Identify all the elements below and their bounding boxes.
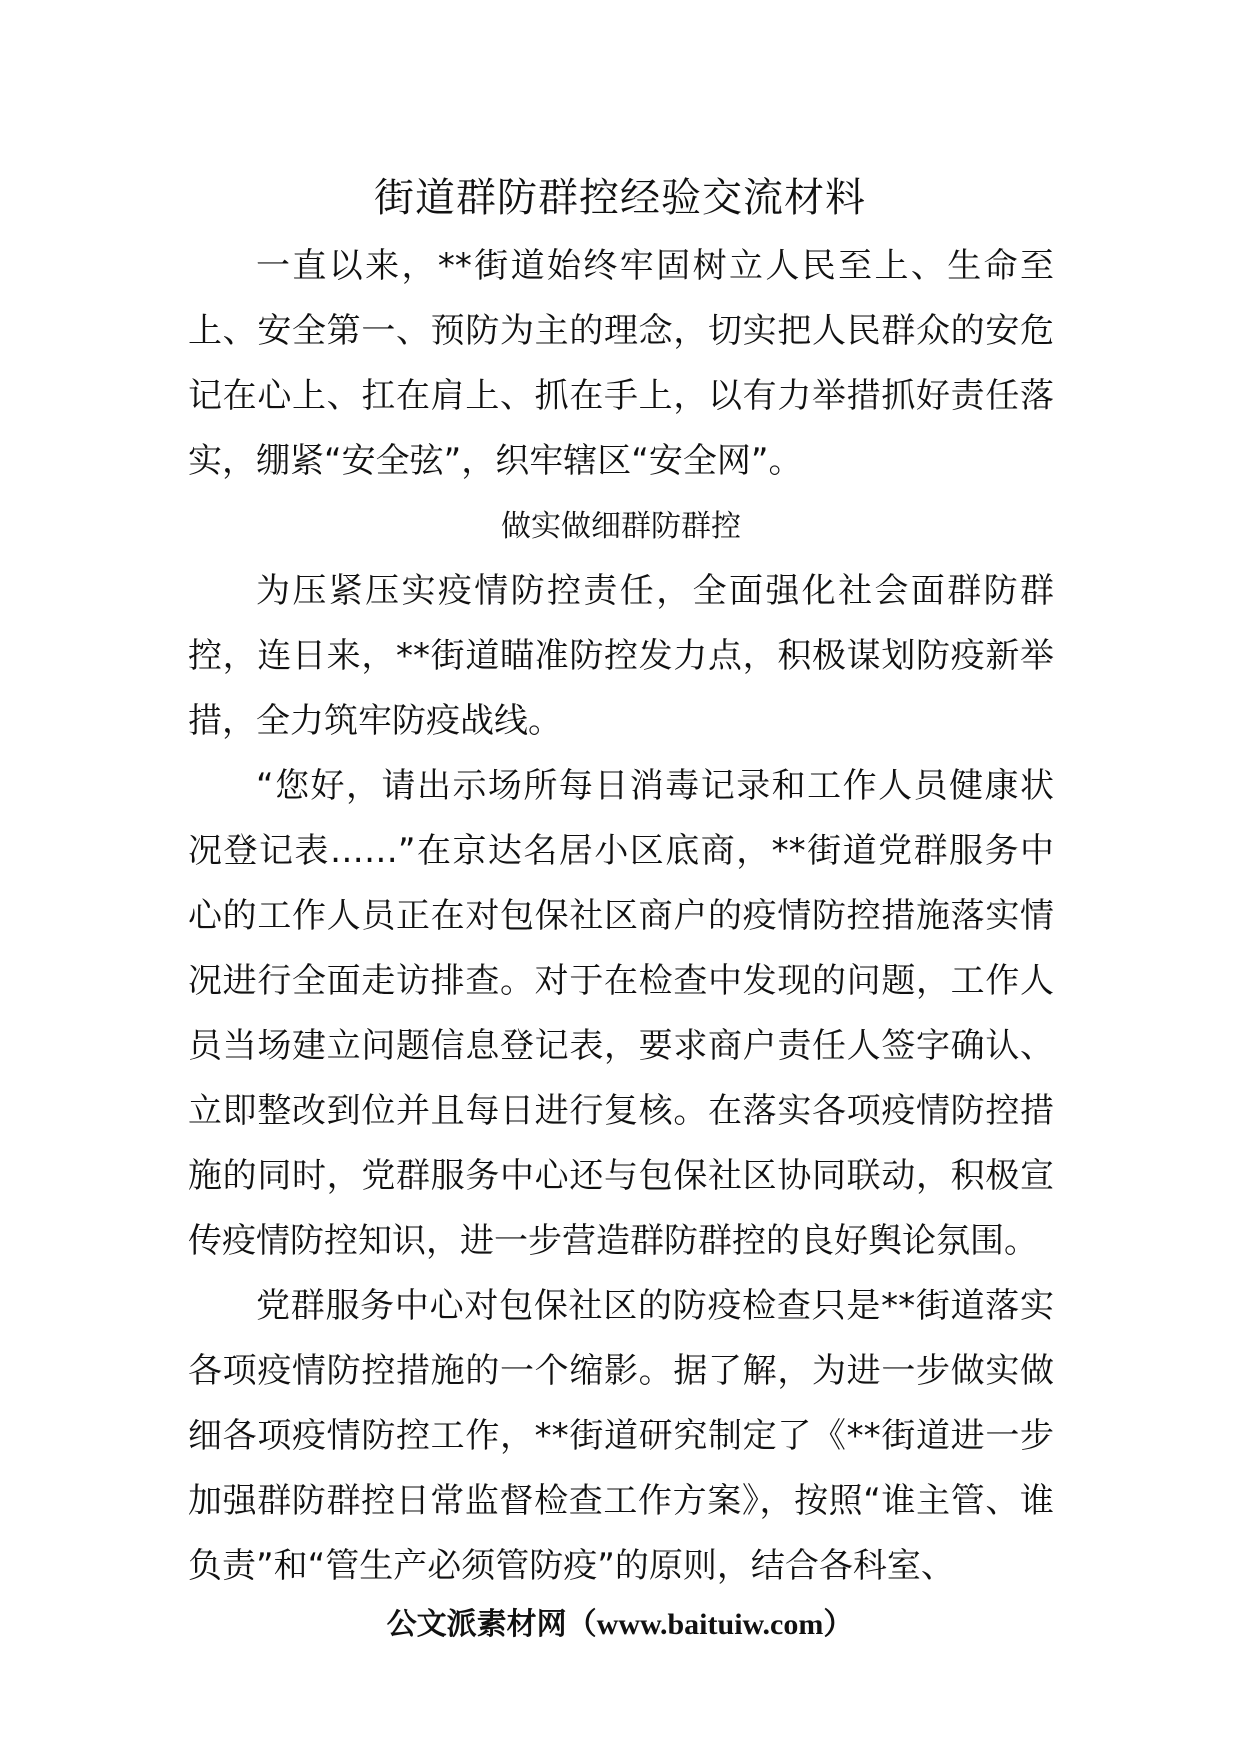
paragraph-intro: 一直以来，**街道始终牢固树立人民至上、生命至上、安全第一、预防为主的理念，切实把人民群众的安危记在心上、扛在肩上、抓在手上，以有力举措抓好责任落实，绷紧“安全弦”，织牢辖区“安全网”。 [188,246,1054,481]
document-body [188,234,1054,1599]
section-subheading: 做实做细群防群控 [501,509,741,544]
source-footer: 公文派素材网（www.baituiw.com） [386,1608,854,1641]
paragraph-inspection: “您好，请出示场所每日消毒记录和工作人员健康状况登记表……”在京达名居小区底商，**街道党群服务中心的工作人员正在对包保社区商户的疫情防控措施落实情况进行全面走访排查。对于在检查中发现的问题，工作人员当场建立问题信息登记表，要求商户责任人签字确认、立即整改到位并且每日进行复核。在落实各项疫情防控措施的同时，党群服务中心还与包保社区协同联动，积极宣传疫情防控知识，进一步营造群防群控的良好舆论氛围。 [188,766,1054,1261]
paragraph-plan: 党群服务中心对包保社区的防疫检查只是**街道落实各项疫情防控措施的一个缩影。据了解，为进一步做实做细各项疫情防控工作，**街道研究制定了《**街道进一步加强群防群控日常监督检查工作方案》，按照“谁主管、谁负责”和“管生产必须管防疫”的原则，结合各科室、 [188,1286,1054,1586]
document-title: 街道群防群控经验交流材料 [374,175,866,221]
paragraph-measures: 为压紧压实疫情防控责任，全面强化社会面群防群控，连日来，**街道瞄准防控发力点，积极谋划防疫新举措，全力筑牢防疫战线。 [188,571,1054,741]
